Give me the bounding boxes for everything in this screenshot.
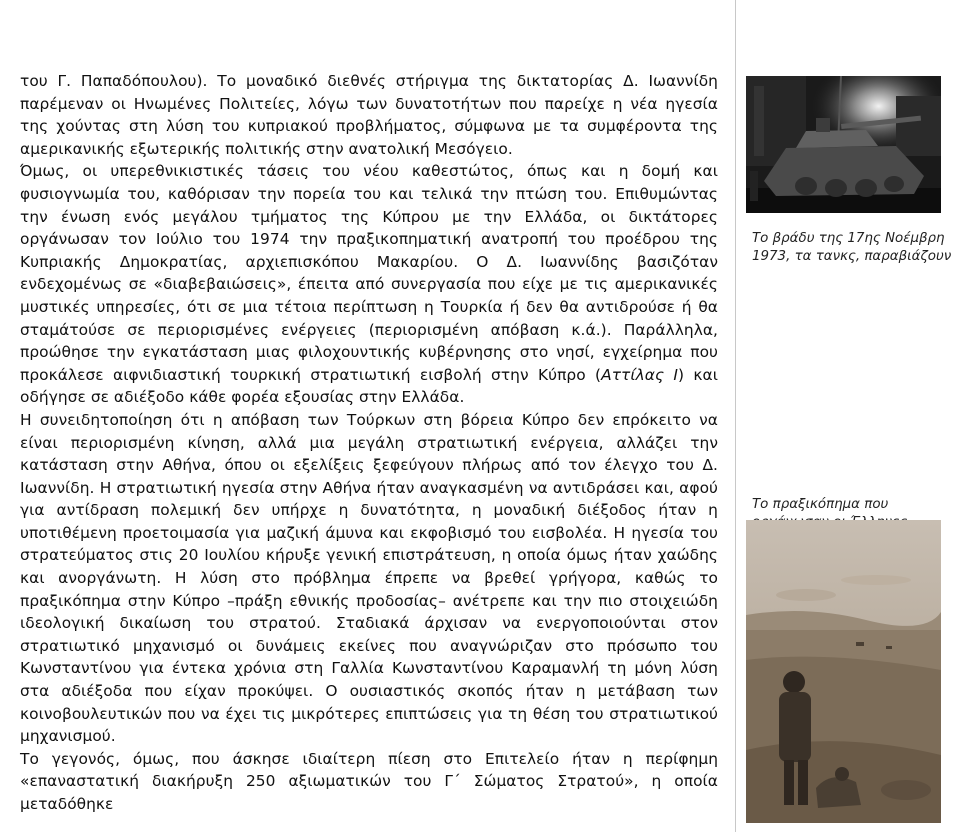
paragraph-1: του Γ. Παπαδόπουλου). Το μοναδικό διεθνές στήριγμα της δικτατορίας Δ. Ιωαννίδη παρέμεναν οι Ηνωμένες Πολιτείες, λόγω των δυνατοτήτων που παρείχε η νέα ηγεσία της χούντας στη λύση του κυπριακού προβλήματος, σύμφωνα με τα συμφέροντα της αμερικανικής εξωτερικής πολιτικής στην ανατολική Μεσόγειο. — [20, 72, 718, 158]
war-photo-caption: Το πραξικόπημα που — [752, 497, 889, 512]
paragraph-2-text: Όμως, οι υπερεθνικιστικές τάσεις του νέου καθεστώτος, όπως και η δομή και φυσιογνωμία του, καθόρισαν την πορεία του και τελικά την πτώση του. Επιθυμώντας την ένωση ενός μεγάλου τμήματος της Κύπρου με την Ελλάδα, οι δικτάτορες οργάνωσαν τον Ιούλιο του 1974 την πραξικοπηματική ανατροπή του προέδρου της Κυπριακής Δημοκρατίας, αρχιεπισκόπου Μακαρίου. Ο Δ. Ιωαννίδης βασιζόταν ενδεχομένως σε «διαβεβαιώσεις», έπειτα από συνεργασία που είχε με τις αμερικανικές μυστικές υπηρεσίες, ότι σε μια τέτοια περίπτωση η Τουρκία ή δεν θα αντιδρούσε ή θα σταμάτούσε σε περιορισμένες ενέργειες (περιορισμένη απόβαση κ.ά.). Παράλληλα, προώθησε την εγκατάσταση μιας φιλοχουντικής κυβέρνησης στο νησί, εγχείρημα που προκάλεσε αιφνιδιαστική τουρκική στρατιωτική εισβολή στην Κύπρο ( — [20, 162, 718, 384]
war-photo — [746, 520, 941, 823]
paragraph-2-tail: ) και οδήγησε σε αδιέξοδο κάθε φορέα εξουσίας στην Ελλάδα. — [20, 365, 719, 407]
tank-photo — [746, 76, 941, 213]
tank-photo-image — [746, 76, 941, 213]
column-divider — [735, 0, 736, 832]
war-photo-image — [746, 520, 941, 823]
tank-photo-caption: Το βράδυ της 17ης Νοέμβρη 1973, τα τανκς, παραβιάζουν — [752, 231, 952, 264]
article-body — [20, 70, 718, 816]
paragraph-4: Το γεγονός, όμως, που άσκησε ιδιαίτερη πίεση στο Επιτελείο ήταν η περίφημη «επαναστατική διακήρυξη 250 αξιωματικών του Γ΄ Σώματος Στρατού», η οποία μεταδόθηκε — [20, 749, 718, 813]
paragraph-2 — [20, 160, 718, 409]
paragraph-3: Η συνειδητοποίηση ότι η απόβαση των Τούρκων στη βόρεια Κύπρο δεν επρόκειτο να είναι περιορισμένη κίνηση, αλλά μια μεγάλη στρατιωτική ενέργεια, αλλάζει την κατάσταση στην Αθήνα, όπου οι εξελίξεις ξεφεύγουν πλήρως από τον έλεγχο του Δ. Ιωαννίδη. Η στρατιωτική ηγεσία στην Αθήνα ήταν αναγκασμένη να αντιδράσει και, αφού για αντίδραση πολεμική δεν υπήρχε η δυνατότητα, η μοναδική διέξοδος ήταν η υποτιθέμενη προετοιμασία για μαζική άμυνα και εκφοβισμό του εισβολέα. Η ηγεσία του στρατεύματος στις 20 Ιουλίου κήρυξε γενική επιστράτευση, η οποία όμως ήταν χαώδης και ανοργάνωτη. Η λύση στο πρόβλημα έπρεπε να βρεθεί γρήγορα, καθώς το πραξικόπημα στην Κύπρο –πράξη εθνικής προδοσίας– ανέτρεπε και την πιο στοιχειώδη ιδεολογική δικαίωση του στρατού. Σταδιακά άρχισαν να ενεργοποιούνται στον στρατιωτικό μηχανισμό οι δυνάμεις εκείνες που αναγνώριζαν στο πρόσωπο του Κωνσταντίνου για έντεκα χρόνια στη Γαλλία Κωνσταντίνου Καραμανλή τη μόνη λύση στα αδιέξοδα που είχαν προκύψει. Ο ουσιαστικός σκοπός ήταν η μετάβαση των κοινοβουλευτικών που να έχει τις μικρότερες επιπτώσεις για τη θέση του στρατιωτικού μηχανισμού. — [20, 410, 718, 746]
operation-name: Αττίλας Ι — [601, 365, 678, 384]
